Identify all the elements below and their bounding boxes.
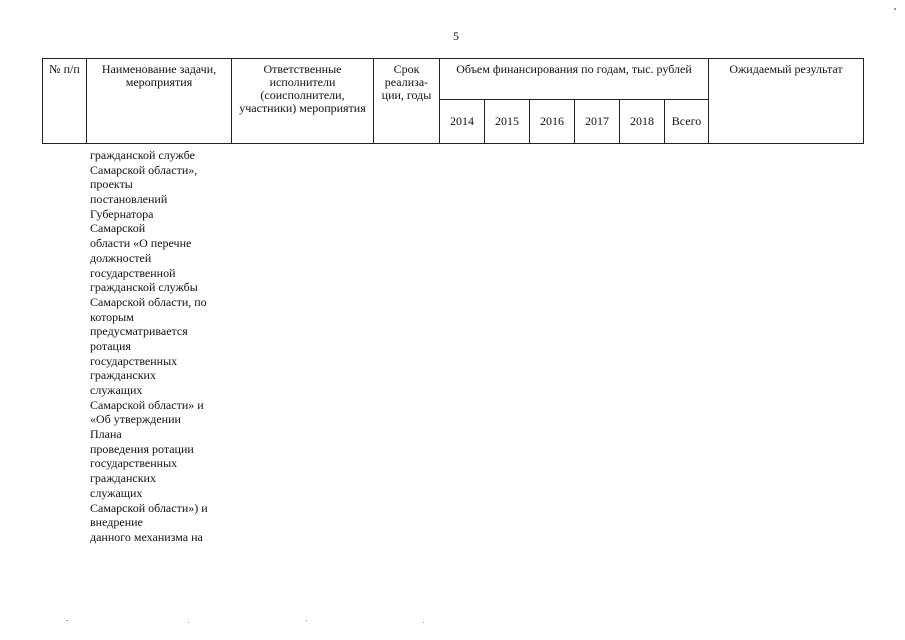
text-line: служащих xyxy=(90,383,143,397)
header-task-name: Наименование задачи, мероприятия xyxy=(87,59,232,144)
text-line: предусматривается xyxy=(90,324,188,339)
text-line: проведения ротации xyxy=(90,441,194,456)
text-line: постановлений xyxy=(90,192,168,207)
text-line: Самарской области» и xyxy=(90,397,204,412)
text-line: которым xyxy=(90,309,134,324)
text-line: гражданской службы xyxy=(90,280,198,295)
header-total: Всего xyxy=(665,100,709,144)
text-line: государственных xyxy=(90,353,178,368)
text-line: внедрение xyxy=(90,515,143,530)
text-line: Губернатора xyxy=(90,206,154,221)
text-line: Самарской области») и xyxy=(90,500,208,515)
scan-speck xyxy=(188,622,189,623)
text-line: государственных xyxy=(90,456,178,471)
text-line: Плана xyxy=(90,427,122,442)
scan-speck xyxy=(66,620,68,621)
header-responsible: Ответственные исполнители (соисполнители, участники) мероприятия xyxy=(232,59,374,144)
text-line: Самарской области», xyxy=(90,162,198,177)
text-line: «Об утверждении xyxy=(90,412,181,427)
text-line: гражданской службе xyxy=(90,148,195,162)
text-line: Самарской xyxy=(90,221,146,236)
page-number: 5 xyxy=(453,29,459,43)
scan-speck xyxy=(894,8,896,10)
text-line: гражданских xyxy=(90,471,156,486)
header-year-2016: 2016 xyxy=(530,100,575,144)
header-year-2017: 2017 xyxy=(575,100,620,144)
scan-speck xyxy=(306,620,307,621)
header-year-2015: 2015 xyxy=(485,100,530,144)
text-line: государственной xyxy=(90,265,176,280)
text-line: должностей xyxy=(90,250,152,265)
text-line: Самарской области, по xyxy=(90,294,207,309)
text-line: ротация xyxy=(90,338,131,353)
text-line: гражданских xyxy=(90,368,156,383)
text-line: проекты xyxy=(90,177,133,192)
scan-speck xyxy=(423,622,424,623)
text-line: служащих xyxy=(90,485,143,500)
task-description xyxy=(90,148,230,545)
text-line: области «О перечне xyxy=(90,236,192,251)
header-expected-result: Ожидаемый результат xyxy=(709,59,864,144)
header-funding: Объем финансирования по годам, тыс. рублей xyxy=(440,59,709,100)
header-num: № п/п xyxy=(43,59,87,144)
header-year-2018: 2018 xyxy=(620,100,665,144)
header-term: Срок реализа-ции, годы xyxy=(374,59,440,144)
table-header xyxy=(42,58,864,144)
text-line: данного механизма на xyxy=(90,529,203,544)
header-year-2014: 2014 xyxy=(440,100,485,144)
